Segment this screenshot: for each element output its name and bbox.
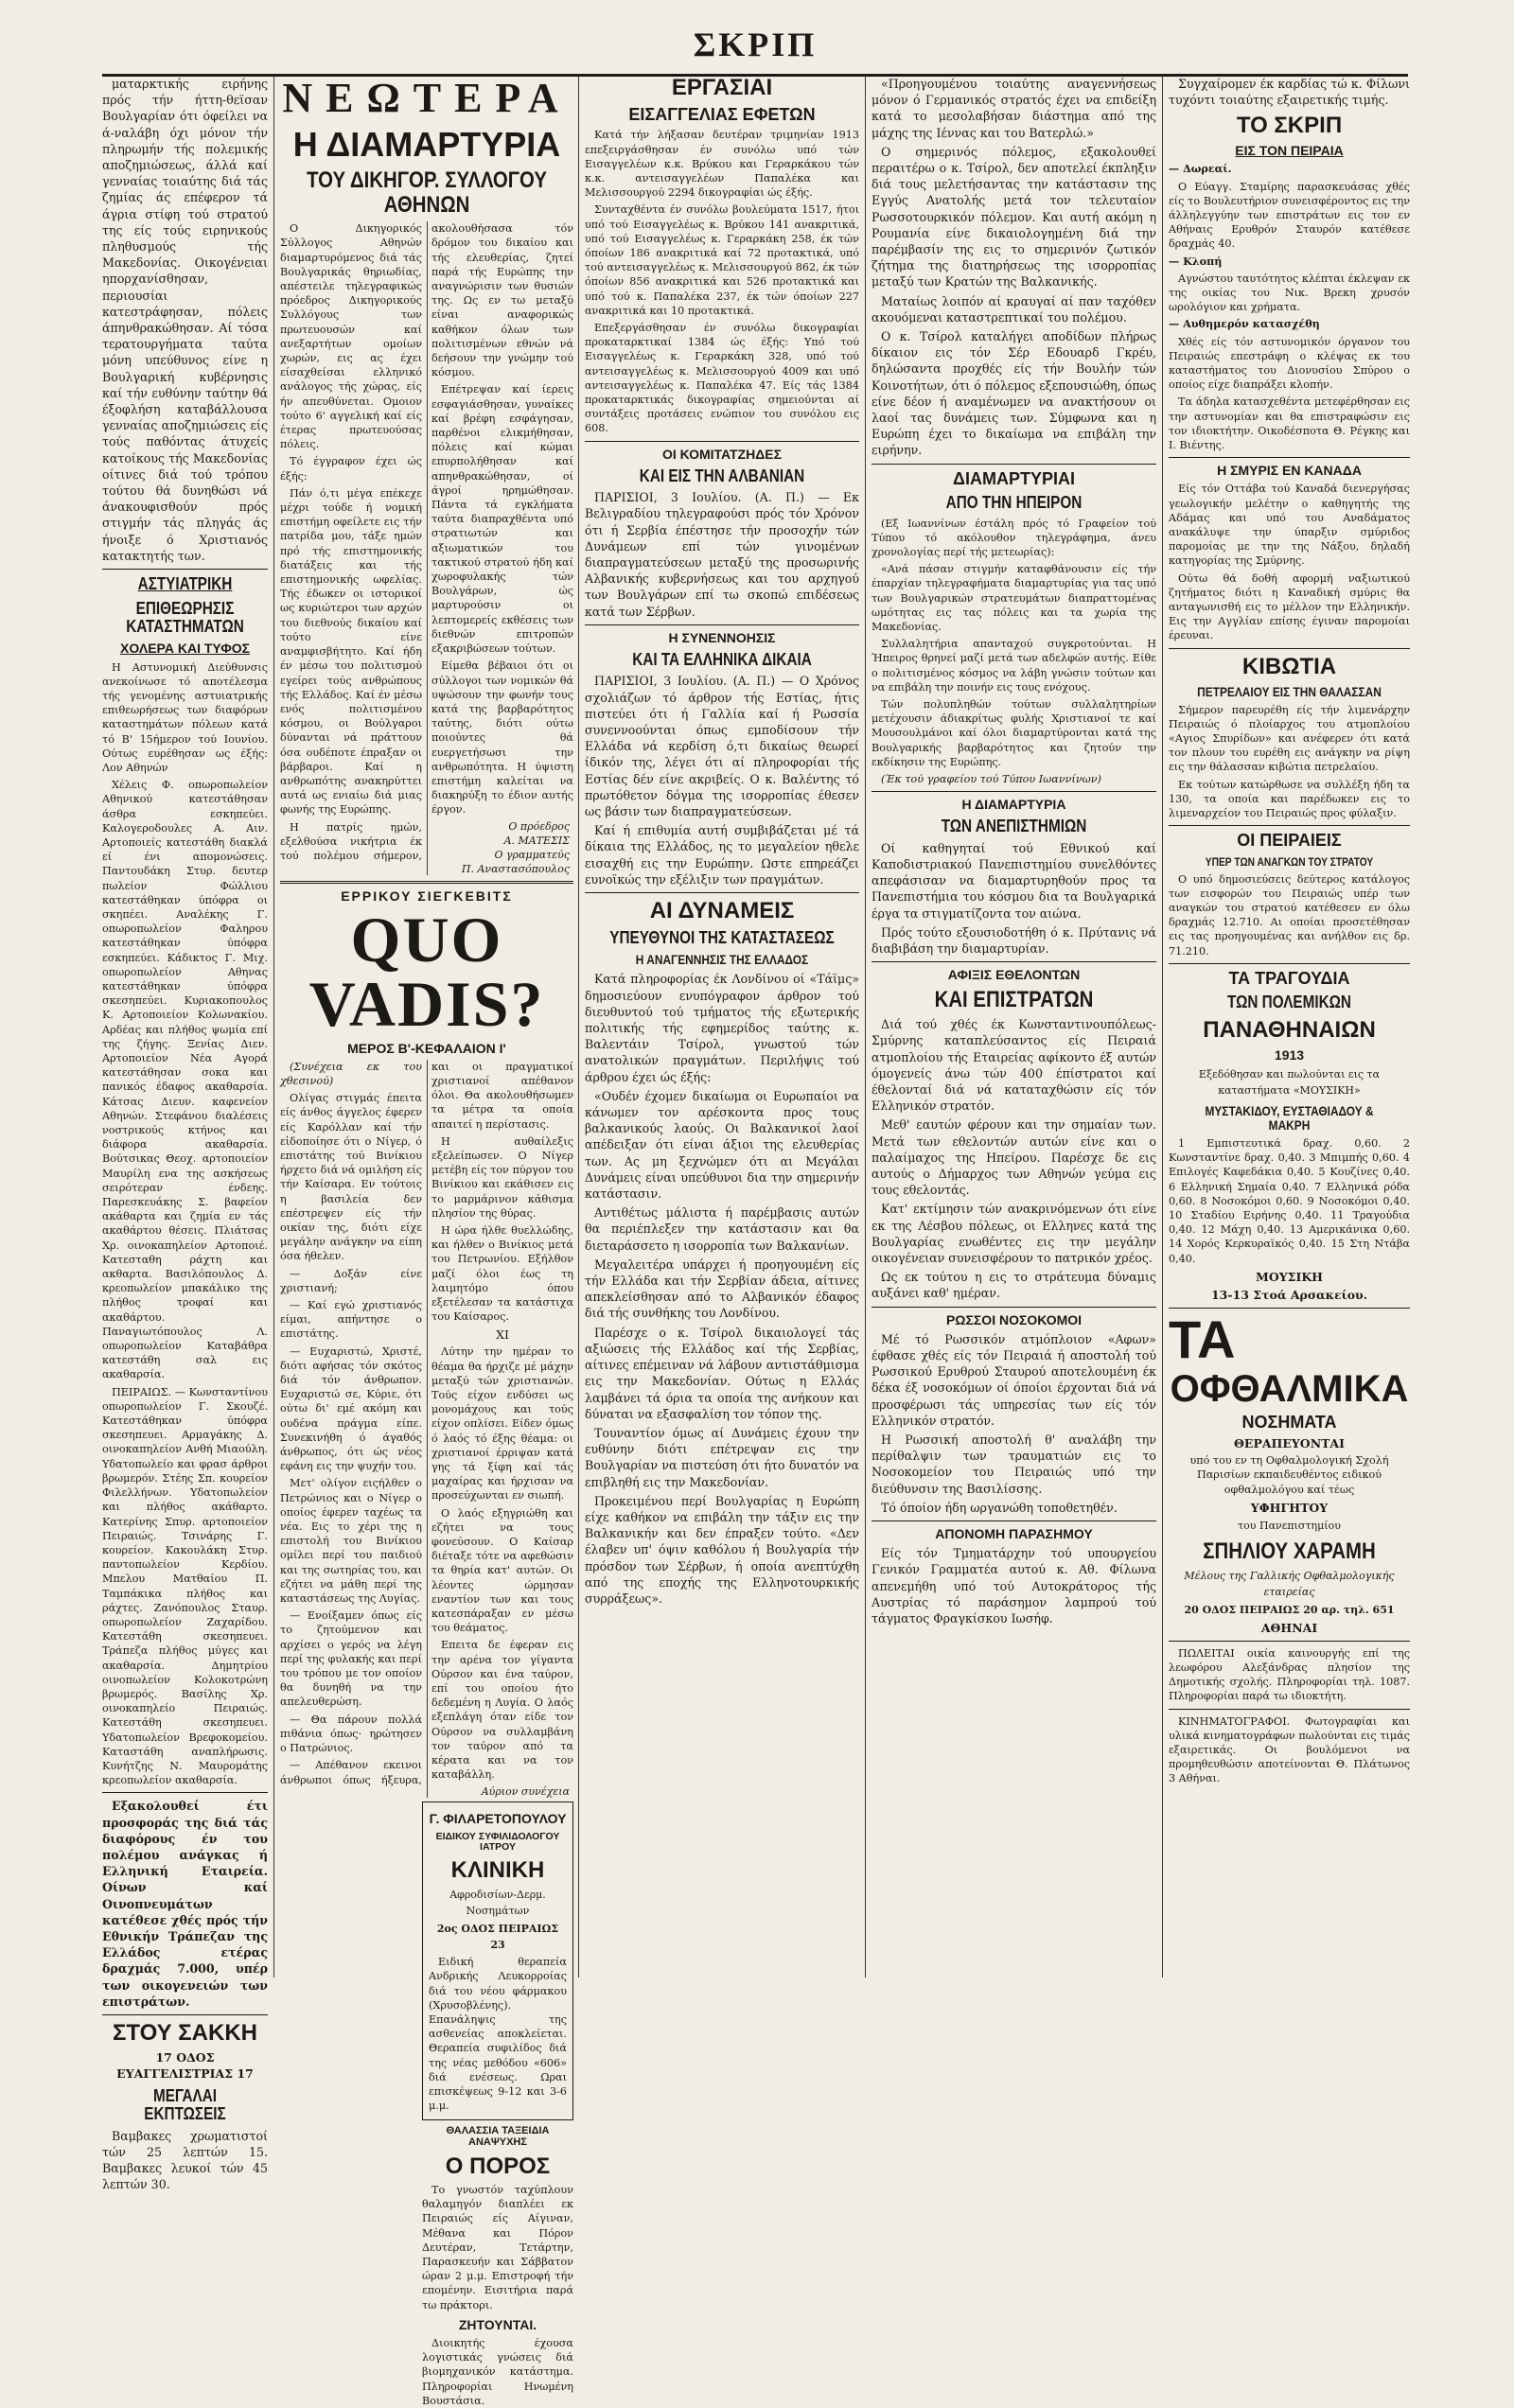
serial-author: ΕΡΡΙΚΟΥ ΣΙΕΓΚΕΒΙΤΣ bbox=[341, 888, 513, 904]
signature: Ο γραμματεύς bbox=[494, 848, 570, 861]
headline: ΑΦΙΞΙΣ ΕΘΕΛΟΝΤΩΝ bbox=[947, 967, 1081, 983]
classified-ad: ΠΩΛΕΙΤΑΙ οικία καινουργής επί της λεωφόρου Αλεξάνδρας πλησίον της Δημοτικής σχολής. Πληροφορίαι τηλ. 1087. Πληροφορίαι παρά τω ιδιοκτήτη. bbox=[1169, 1646, 1410, 1703]
masthead bbox=[102, 21, 1408, 77]
headline: ΕΡΓΑΣΙΑΙ bbox=[671, 75, 773, 100]
ad-headline: ΖΗΤΟΥΝΤΑΙ. bbox=[458, 2316, 537, 2332]
article-paragraph: ΠΑΡΙΣΙΟΙ, 3 Ιουλίου. (Α. Π.) — Ο Χρόνος σχολιάζων τό άρθρον τής Εστίας, ήτις πιστεύει ότι ή Γαλλία καί ή Ρωσσία συνεννοούνται όπως εμποδίσουν τήν Ελλάδα νά κερδίση ό,τι δικαίως θεωρεί ίδικόν της, λέγει ότι αί πληροφορίαι τής Εστίας δέν είνε ακριβείς. Ο κ. Βαλέντης τό πρωτόθετον δόγμα της ισορροπίας έθεσεν ως βάσιν των διαπραγματεύσεων. bbox=[585, 674, 859, 818]
serial-paragraph: Ο λαός εξηγριώθη και εζήτει να τους φονεύσουν. Ο Καίσαρ διέταξε τότε να αφεθώσιν τα θηρία κατ' αυτών. Οι λέοντες ώρμησαν εναντίον των και τους κατεσπάραξαν εν μέσω του θεάματος. bbox=[431, 1506, 573, 1635]
ad-headline: ΣΠΗΛΙΟΥ ΧΑΡΑΜΗ bbox=[1203, 1538, 1376, 1564]
headline: ΠΕΤΡΕΛΑΙΟΥ ΕΙΣ ΤΗΝ ΘΑΛΑΣΣΑΝ bbox=[1197, 683, 1382, 699]
ad-headline: ΤΑ bbox=[1169, 1309, 1236, 1369]
ad-text: Το γνωστόν ταχύπλουν θαλαμηγόν διαπλέει εκ Πειραιώς είς Αίγιναν, Μέθανα και Πόρον Δευτέραν, Τετάρτην, Παρασκευήν και Σάββατον ώραν 2 μ.μ. Επιστροφή τήν επομένην. Εισιτήρια παρά τω πράκτορι. bbox=[422, 2184, 573, 2311]
headline: ΕΠΙΘΕΩΡΗΣΙΣ ΚΑΤΑΣΤΗΜΑΤΩΝ bbox=[126, 598, 244, 636]
article-paragraph: Ο σημερινός πόλεμος, εξακολουθεί περαιτέρω ο κ. Τσίρολ, δεν αποτελεί έκπληξιν διά τους μελετήσαντας την κατάστασιν της Εγγύς Ανατολής μετά τον τελευταίον Ρωσσοτουρκικόν πόλεμον. Και αυτή ακόμη η Ρουμανία είνε δικαιολογημένη διά την παρέμβασίν της εις το σημερινόν ζωτικόν ζήτημα της διατηρήσεως της ισορροπίας μεταξύ των Κρατών της Βαλκανικής. bbox=[871, 144, 1156, 290]
article-paragraph: Τών πολυπληθών τούτων συλλαλητηρίων μετέχουσιν άδιακρίτως φυλής Χριστιανοί τε καί Μουσουλμάνοι καί όλοι διαμαρτύρονται κατά της Βουλγαρικής βαρβαρότητος και ζητούν την εκδίκησιν της Ευρώπης. bbox=[871, 697, 1156, 768]
ad-year: 1913 bbox=[1274, 1046, 1305, 1063]
headline: Η ΑΝΑΓΕΝΝΗΣΙΣ ΤΗΣ ΕΛΛΑΔΟΣ bbox=[635, 952, 809, 968]
article-paragraph: Αντιθέτως μάλιστα ή παρέμβασις αυτών θα περιέπλεξεν την κατάστασιν και θα διεταράσσετο η ισορροπία των Βαλκανίων. bbox=[585, 1205, 859, 1253]
article-paragraph: Σήμερον παρευρέθη είς τήν λιμενάρχην Πειραιώς ό πλοίαρχος του ατμοπλοίου «Αγιος Σπυρίδων» και ανέφερεν ότι κατά τον πλουν του ευρέθη εις ανάγκην να ρίψη εις την θάλασσαν κιβώτια πετρελαίου. bbox=[1169, 703, 1410, 774]
article-paragraph: Διά τού χθές έκ Κωνσταντινουπόλεως-Σμύρνης καταπλεύσαντος είς Πειραιά ατμοπλοίου τής Εταιρείας αφίκοντο έξ αυτών όμογενείς άνω τών 400 έπίστρατοι καί έθελονταί διά νά καταταχθώσιν είς τόν Ελληνικόν στρατόν. bbox=[871, 1017, 1156, 1114]
clinic-ad bbox=[422, 1802, 573, 2121]
column-2 bbox=[280, 75, 573, 2407]
article-paragraph: Προκειμένου περί Βουλγαρίας η Ευρώπη είχε καθήκον να επιβάλη την τάξιν εις την Βαλκανικήν και δεν έπραξεν τούτο. «Δεν έλαβεν υπ' όψιν καθόλου ή Βουλγαρία τήν πρόσδον των Σέρβων, ή οποία ανεπτύχθη από της εποχής της Ελληνοτουρκικής συρράξεως». bbox=[585, 1493, 859, 1606]
ad-headline: ΣΤΟΥ ΣΑΚΚΗ bbox=[112, 2020, 258, 2046]
serial-paragraph: — Δοξάν είνε χριστιανή; bbox=[280, 1267, 422, 1294]
serial-next: Αύριον συνέχεια bbox=[481, 1784, 570, 1798]
ad-headline: ΜΥΣΤΑΚΙΔΟΥ, ΕΥΣΤΑΘΙΑΔΟΥ & ΜΑΚΡΗ bbox=[1205, 1102, 1374, 1133]
headline: ΥΠΕΥΘΥΝΟΙ ΤΗΣ ΚΑΤΑΣΤΑΣΕΩΣ bbox=[609, 927, 835, 947]
ad-address: 13-13 Στοά Αρσακείου. bbox=[1210, 1287, 1368, 1302]
article-paragraph: (Εξ Ιωαννίνων έστάλη πρός τό Γραφείον τού Τύπου τό ακόλουθον τηλεγράφημα, άνευ χρονολογίας περί τής μετεωρίας): bbox=[871, 517, 1156, 558]
article-paragraph: Τό έγγραφον έχει ώς έξής: bbox=[280, 455, 422, 483]
headline: ΤΟΥ ΔΙΚΗΓΟΡ. ΣΥΛΛΟΓΟΥ ΑΘΗΝΩΝ bbox=[307, 167, 547, 219]
serial-paragraph: — Ευχαριστώ, Χριστέ, διότι αφήσας τόν σκότος διά τόν άνθρωπον. Ευχαριστώ σε, Κύριε, ότι ούτω δι' εμέ ακόμη και ουδένα πράγμα είπε. Συνεκινήθη ό άγαθός άνθρωπος, ότι ώς νέος εφάνη εις την ψυχήν του. bbox=[280, 1345, 422, 1473]
serial-paragraph: Μετ' ολίγον ειςήλθεν ο Πετρώνιος και ο Νίγερ ο οποίος έφερεν ταχέως τα νέα. Εις το χέρι της η επιστολή του Βινίκιου ομίλει περί του παιδιού και της σωτηρίας του, και εζήτει να μάθη περί της καταστάσεως της Λυγίας. bbox=[280, 1477, 422, 1606]
article-paragraph: Είμεθα βέβαιοι ότι οι σύλλογοι των νομικών θά υψώσουν την φωνήν τους κατά της βαρβαρότητος ταύτης, διότι ούτω ποιούντες θά ευεργετήσωσι την ανθρωπότητα. Η ύψιστη επιστήμη καλείται να διακηρύξη το έδιον αυτής έργον. bbox=[431, 659, 573, 817]
ad-address: 2ος ΟΔΟΣ ΠΕΙΡΑΙΩΣ 23 bbox=[436, 1923, 559, 1952]
serial-part: ΜΕΡΟΣ Β'-ΚΕΦΑΛΑΙΟΝ Ι' bbox=[347, 1040, 506, 1056]
column-rule bbox=[865, 76, 866, 1977]
ad-text: Μέλους της Γαλλικής Οφθαλμολογικής εταιρείας bbox=[1184, 1569, 1395, 1598]
article-paragraph: Τουναντίον όμως αί Δυνάμεις έχουν την ευθύνην διότι επέτρεψαν εις την Βουλγαρίαν να πιστεύση ότι ήτο δυνατόν να επιβληθή εις την Μακεδονίαν. bbox=[585, 1425, 859, 1489]
headline: Η ΣΜΥΡΙΣ ΕΝ ΚΑΝΑΔΑ bbox=[1217, 463, 1362, 479]
article-paragraph: Ο υπό δημοσιεύσεις δεύτερος κατάλογος των εισφορών του Πειραιώς υπέρ των αναγκών του στρατού κατέθεσεν εν όλω δραχμάς 12.710. Αι οποίαι προσετέθησαν εις τας προηγουμένας και ανήλθον εις δρ. 71.210. bbox=[1169, 872, 1410, 958]
article-paragraph: «Ουδέν έχομεν δικαίωμα οι Ευρωπαίοι να κάνωμεν τον αρέσκοντα προς τους βαλκανικούς λαούς. Οι Βαλκανικοί λαοί απέδειξαν ότι είναι άξιοι της ελευθερίας των. Ας μη ξεχνώμεν ότι αι Μεγάλαι Δυνάμεις είναι υπεύθυνοι δια την σημερινήν κατάστασιν. bbox=[585, 1088, 859, 1202]
article-paragraph: Η Ρωσσική αποστολή θ' αναλάβη την περίθαλψιν των τραυματιών εις το Νοσοκομείον του Πειραιώς υπό την διεύθυνσιν της Βασιλίσσης. bbox=[871, 1432, 1156, 1496]
ad-text: Εξεδόθησαν και πωλούνται εις τα καταστήματα «ΜΟΥΣΙΚΗ» bbox=[1198, 1067, 1381, 1097]
article-paragraph: ΠΕΙΡΑΙΩΣ. — Κωνσταντίνου οπωροπωλείον Γ. Σκουζέ. Κατεστάθηκαν ύπόφρα σκεσηπευει. Αρμαγάκης Δ. οινοκαπηλείον Ανθή Μιαούλη. Υδατοπωλείο και φρασ άρθροι βρωμερόν. Στέης Σπ. κουρείον Φιλελλήνων. Υδατοπωλείον και πλήθος ακάθαρτο. Κατερίνης Σπυρ. αρτοποιείον Πειραιώς. Τσινάρης Γ. κουρείον. Κακουλάκη Στυρ. παντοπωλείον Κερδίου. Μπελου Ματθαίου Π. Ταμπάκικα πλήθος και ράχτες. Ζανόπουλος Σταυρ. οπωροπωλείον Ζαχαρίδου. Κατεστάθη σκεσηπευει. Τράπεζα πλήθος μύγες και ακαθαρσία. Δημητρίου οινοπωλείον Κολοκοτρώνη βρωμερός. Βασίλης Χρ. οινοκαπηλείο Πειραιώς. Κατεστάθη σκεσηπευει. Υδατοπωλείον Βρεφοκομείου. Καταστάθη αναπλήρωσις. Κυνήτζης Ν. Μαυρομάτης κρεοπωλείον ακαθαρσία. bbox=[102, 1385, 268, 1787]
subhead: — Αυθημερόν κατασχέθη bbox=[1169, 317, 1320, 331]
article-paragraph: Πάν ό,τι μέγα επέκεχε μέχρι τούδε ή νομική επιστήμη οφείλετε εις τήν πατρίδα μου, τάξε ημών πρό τής επιστημονικής διατάξεις και τής επιστημονικής ωφελίας. Τής έδωκεν οι ιστορικοί ως κυριώτεροι των αρχών του διεθνούς δικαίου καί τούτο είνε αναμφισβήτητο. Καί ήδη έν μέσω του πολιτισμού εγείρει τούς ανθρώπους τής Ελλάδος. Καί έν μέσω ενός πολιτισμένου κόσμου, οι Βούλγαροι δύνανται νά πράττουν όσα ουδέποτε έπραξαν οι βάρβαροι. Καί η ανθρωπότης ανακηρύττει αυτά ως ενιαίω διά μιας φωνής της Ευρώπης. bbox=[280, 486, 422, 817]
ad-headline: ΝΟΣΗΜΑΤΑ bbox=[1241, 1412, 1337, 1432]
serial-paragraph: Η ώρα ήλθε θυελλώδης, και ήλθεν ο Βινίκιος μετά του Πετρωνίου. Εξήλθον μαζί όλοι έως τη λαιμητόμο όπου εξετέλεσαν τα κατάστιχα του Καίσαρος. bbox=[431, 1223, 573, 1324]
ad-subhead: του Πανεπιστημίου bbox=[1238, 1519, 1341, 1532]
headline: ΚΑΙ ΕΙΣ ΤΗΝ ΑΛΒΑΝΙΑΝ bbox=[639, 466, 805, 485]
column-5 bbox=[1169, 76, 1410, 1977]
article-paragraph: Συγχαίρομεν έκ καρδίας τώ κ. Φίλωνι τυχόντι τοιαύτης εξαιρετικής τιμής. bbox=[1169, 77, 1410, 108]
headline: ΕΙΣΑΓΓΕΛΙΑΣ ΕΦΕΤΩΝ bbox=[628, 104, 816, 124]
article-paragraph: Τα άδηλα κατασχεθέντα μετεφέρθησαν εις την αστυνομίαν και θα επιστραφώσιν εις τον ιδιοκτήτην. Οικοδέσποτα Θ. Ρέγκης και Ι. Βιέντης. bbox=[1169, 395, 1410, 452]
column-rule bbox=[273, 76, 274, 1977]
ad-headline: Ο ΠΟΡΟΣ bbox=[445, 2153, 551, 2180]
ad-subhead: ΑΘΗΝΑΙ bbox=[1260, 1620, 1318, 1635]
article-paragraph: Ο Δικηγορικός Σύλλογος Αθηνών διαμαρτυρόμενος διά τάς Βουλγαρικάς θηριωδίας, απέστειλε τηλεγραφικώς πρόεδρος Δικηγορικούς Συλλόγους των πρωτευουσών καί ανεξαρτήτων ομοίων χωρών, εις ας έχει είσαχθείσαι ελληνικό ανάλογος τής χώρας, είς ήν απευθύνεται. Ομοιον τούτο 6' αγγελική καί είς έτερας πρωτευούσας πόλεις. bbox=[280, 222, 422, 451]
headline: ΟΙ ΠΕΙΡΑΙΕΙΣ bbox=[1237, 831, 1342, 851]
article-paragraph: Κατά τήν λήξασαν δευτέραν τριμηνίαν 1913 επεξειργάσθησαν έν συνόλω υπό τών Εισαγγελέων κ.κ. Βρύκου και Γεραρκάκου τών κ.κ. αντεισαγγελέων Παπαλέκα και Μελισσουργού 2294 δικογραφίαι ώς έξής. bbox=[585, 129, 859, 200]
headline: ΑΙ ΔΥΝΑΜΕΙΣ bbox=[649, 897, 795, 923]
headline: ΚΑΙ ΕΠΙΣΤΡΑΤΩΝ bbox=[934, 987, 1094, 1013]
article-paragraph: Κατ' εκτίμησιν τών ανακρινόμενων ότι είνε εκ της Λέσβου πόλεως, οι Ελληνες κατά της Βουλγαρίας ενωθέντες εις την μεγάλην οικογένειαν συνεισφέρουν το πατρικόν χρέος. bbox=[871, 1202, 1156, 1266]
article-paragraph: Χέλεις Φ. οπωροπωλείον Αθηνικού κατεστάθησαν άσθρα εσκηπεύει. Καλογεροδουλες Α. Αιν. Αρτοποιείς κατεστάθη διακλά εί ένι απομονώσεις. Παντουδάκη Στυρ. δευτερ πωλείον Φώλλιου κατεστάθηκαν ύπόφρα οι σκηπέει. Αναλέκης Γ. οπωροπωλείον Φαληρου κατεστάθηκαν ύπόφρα εσκηπεύει. Κάδικτος Γ. Μιχ. οπωροπωλείον Αθηνας κατεστάθηκαν ύπόφρα σκεσηπεύει. Κυριακοπουλος Κ. Αρτοποιείον Κολωνακίου. Αρδέας και πλήθος ψωμία επί της ζήγης. Ξενίας Διεν. Αρτοποιείον Νέα Αγορά κατεστάθησαν σοκα και πανικός έδαφος ακαθαρσία. Κάτσας Διευν. καφενείον Αθηνών. Στεφάνου διαλέσεις νοστρικούς κτήνος και διάφορα ακαθαρσία. Βούτσικας Θεοχ. αρτοποιείον Μαυρίλη ενα της ασκήσεως σειρότεραν ένδεης. Παρεσκευάκης Σ. βαφείον ακάθαρτα και ζημία εν τάς ακαθάρτου θέσεις. Πλιάτσας Χρ. οινοκαπηλείον Αρτοποιέ. Κατεσταθη ράχτη και ακθαρτα. Βασιλόπουλος Δ. κρεοπωλείον μπακάλικο της πλήθος τροφαί και ακαθάρτου. Παναγιωτόπουλος Λ. οπωροπωλείον Καταβάθρα κατεστάθη σαλ εις ακαθαρσία. bbox=[102, 779, 268, 1381]
article-paragraph: Ο Εύαγγ. Σταμίρης παρασκευάσας χθές είς το Βουλευτήριον συνεισφέροντος εις την άλληλεγγύην των επιστράτων εις τον εν Αθήναις Ερυθρόν Σταυρόν κατέθεσε δραχμάς 40. bbox=[1169, 180, 1410, 251]
headline: ΤΟ ΣΚΡΙΠ bbox=[1236, 113, 1343, 139]
headline: Η ΣΥΝΕΝΝΟΗΣΙΣ bbox=[668, 629, 776, 645]
serial-paragraph: — Θα πάρουν πολλά πιθάνια όπως· ηρώτησεν ο Πατρώνιος. bbox=[280, 1713, 422, 1755]
headline: ΑΣΤΥΙΑΤΡΙΚΗ bbox=[137, 574, 233, 594]
article-paragraph: Ματαίως λοιπόν αί κραυγαί αί παν ταχόθεν ακουόμεναι καταστρεπτικαί του πολέμου. bbox=[871, 293, 1156, 325]
article-paragraph: (Έκ τού γραφείου τού Τύπου Ιωαννίνων) bbox=[881, 773, 1101, 785]
serial-paragraph: — Απέθανον εκεινοι άνθρωποι όπως ήξευρα, και οι πραγματικοί χριστιανοί απέθανον όλοι. Θα ακολουθήσωμεν τα μέτρα τα οποία απαιτεί η περίστασις. bbox=[280, 1060, 573, 1786]
ad-subhead: Αφροδισίων-Δερμ. Νοσημάτων bbox=[449, 1889, 546, 1918]
article-paragraph: Αγνώστου ταυτότητος κλέπται έκλεψαν εκ της οικίας του Νικ. Βρεκη χρυσόν ωρολόγιον και χρήματα. bbox=[1169, 272, 1410, 314]
headline: ΑΠΟΝΟΜΗ ΠΑΡΑΣΗΜΟΥ bbox=[935, 1525, 1093, 1541]
signature: Π. Αναστασόπουλος bbox=[461, 862, 570, 875]
article-paragraph: Συλλαλητήρια απανταχού συγκροτούνται. Η Ήπειρος θρηνεί μαζί μετά των αδελφών αυτής. Είθε ο πολιτισμένος κόσμος να λάβη γνώσιν τούτων και να επιβάλη την ποινήν εις τους ενόχους. bbox=[871, 638, 1156, 694]
column-4 bbox=[871, 76, 1156, 1977]
ad-text: 1 Εμπιστευτικά δραχ. 0,60. 2 Κωνσταντίνε δραχ. 0,40. 3 Μπιμπής 0,60. 4 Επιλογές Καφεδάκια 0,40. 5 Κουζίνες 0,40. 6 Ελληνική Σημαία 0,40. 7 Ελληνικά ρόδα 0,60. 8 Νοσοκόμοι 0,60. 9 Νοσοκόμοι 0,40. 10 Σταδίου Ειρήνης 0,40. 11 Τραγούδια 0,40. 12 Μάχη 0,40. 13 Αμερικάνικα 0,60. 14 Χορός Κερκυραϊκός 0,40. 15 Στη Ντάβα 0,40. bbox=[1169, 1136, 1410, 1265]
article-paragraph: Τό όποίον ήδη ωργανώθη τοποθετηθέν. bbox=[881, 1500, 1118, 1515]
column-rule bbox=[578, 76, 579, 1977]
chapter-number: ΧΙ bbox=[496, 1327, 509, 1343]
serial-paragraph: Λύτην την ημέραν το θέαμα θα ήρχιζε μέ μάχην μεταξύ τών χριστιανών. Τούς είχον ενδύσει ως μονομάχους και τούς είχον οπλίσει. Είδεν όμως ό λαός τό έξης θέαμα: οι χριστιανοί έρριψαν κατά γης τά ξίφη καί τάς μαχαίρας και ήρχισαν να προσεύχωνται εν σιωπή. bbox=[431, 1345, 573, 1503]
subhead: — Κλοπή bbox=[1169, 254, 1223, 268]
ad-headline: ΚΛΙΝΙΚΗ bbox=[450, 1857, 545, 1884]
headline: ΑΠΟ ΤΗΝ ΗΠΕΙΡΟΝ bbox=[945, 493, 1083, 513]
signature: Ο πρόεδρος bbox=[508, 819, 570, 833]
section-banner: ΝΕΩΤΕΡΑ bbox=[282, 75, 572, 121]
headline: Η ΔΙΑΜΑΡΤΥΡΙΑ bbox=[961, 797, 1066, 813]
article-paragraph: Είς τόν Οττάβα τού Καναδά διενεργήσας γεωλογικήν μελέτην ο καθηγητής της Αδάμας και υπό του Αναδάματος ανακάλυψε την ύπαρξιν σμύριδος παρομοίας με την της Νάξου, δηλαδή κατηγορίας της Σμύρνης. bbox=[1169, 483, 1410, 568]
headline: ΚΑΙ ΤΑ ΕΛΛΗΝΙΚΑ ΔΙΚΑΙΑ bbox=[632, 649, 812, 669]
serial-paragraph: Η αυθαίλεξις εξελείπωσεν. Ο Νίγερ μετέβη είς τον πύργον του Βινίκιου και εκάθισεν εις το μαρμάρινον κάθισμα πλησίον της θύρας. bbox=[431, 1134, 573, 1220]
article-paragraph: Κατά πληροφορίας έκ Λονδίνου οί «Τάϊμς» δημοσιεύουν ενυπόγραφον άρθρον τού διευθυντού τού τμήματος τής εξωτερικής πολιτικής τής εφημερίδος ταύτης κ. Βαλεντάιν Τσίρολ, γνωστού τών ανατολικών πραγμάτων. Περιλήψις τού άρθρου έχει ώς έξής: bbox=[585, 972, 859, 1084]
headline: ΡΩΣΣΟΙ ΝΟΣΟΚΟΜΟΙ bbox=[945, 1311, 1083, 1327]
article-paragraph: Πρός τούτο εξουσιοδοτήθη ό κ. Πρύτανις νά διαβιβάση την διαμαρτυρίαν. bbox=[871, 924, 1156, 956]
ad-text: Βαμβακες χρωματιστοί τών 25 λεπτών 15. Βαμβακες λευκοί τών 45 λεπτών 30. bbox=[102, 2128, 268, 2192]
classified-ad: ΚΙΝΗΜΑΤΟΓΡΑΦΟΙ. Φωτογραφίαι και υλικά κινηματογράφων πωλούνται εις τιμάς εξαιρετικάς. Οι βουλόμενοι να προμηθευθώσιν αποτείνονται Θ. Πλάτωνος 3 Αθήναι. bbox=[1169, 1714, 1410, 1785]
headline: ΟΙ ΚΟΜΙΤΑΤΖΗΔΕΣ bbox=[661, 446, 783, 462]
ad-text: Διοικητής έχουσα λογιστικάς γνώσεις διά βιομηχανικόν κατάστημα. Πληροφορίαι Ηνωμένη Βουστάσια. bbox=[422, 2337, 573, 2407]
ad-subhead: ΥΦΗΓΗΤΟΥ bbox=[1250, 1500, 1329, 1515]
article-paragraph: Είς τόν Τμηματάρχην τού υπουργείου Γενικόν Γραμματέα αυτού κ. Αθ. Φίλωνα απενεμήθη υπό τού Αυτοκράτορος τής Αυστρίας τό παράσημον λαμπρού τού τάγματος Φραγκίσκου Ιωσήφ. bbox=[871, 1546, 1156, 1626]
serial-paragraph: Επειτα δε έφεραν εις την αρένα τον γίγαντα Ούρσον και ένα ταύρον, επί του οποίου ήτο δεδεμένη η Λυγία. Ο λαός εξεπλάγη όταν είδε τον Ούρσον να συλλαμβάνη τον ταύρον από τα κέρατα και να τον καταβάλλη. bbox=[431, 1639, 573, 1782]
signature: Α. ΜΑΤΕΣΙΣ bbox=[503, 834, 570, 847]
article-paragraph: Μεγαλειτέρα υπάρχει ή προηγουμένη είς τήν Ελλάδα και τήν Σερβίαν άδεια, αίτινες απεκλείσθησαν από το Αλβανικόν έδαφος διά τής συνθήκης του Λονδίνου. bbox=[585, 1257, 859, 1321]
ad-address: 17 ΟΔΟΣ ΕΥΑΓΓΕΛΙΣΤΡΙΑΣ 17 bbox=[116, 2049, 254, 2081]
serial-paragraph: Ολίγας στιγμάς έπειτα είς άνθος άγγελος έφερεν είς Καρόλλαν καί τήν εἰδοποίησε ότι ο Νίγερ, ό επιστάτης τού Βινίκιου ήρχετο διά νά ομιλήση είς τήν Καίσαρα. Εν τούτοις η βασιλεία δεν επέστρεψεν είς τήν οικίαν της, διότι είχε μεγάλην ανάγκην να είπη όσα ήθελεν. bbox=[280, 1092, 422, 1263]
ad-headline: ΤΩΝ ΠΟΛΕΜΙΚΩΝ bbox=[1227, 993, 1351, 1012]
article-paragraph: Οί καθηγηταί τού Εθνικού καί Καποδιστριακού Πανεπιστημίου συνελθόντες απεφάσισαν να διαμαρτυρηθούν προς τα Πανεπιστήμια του κόσμου δια τα Βουλγαρικά έργα τα στιγματίζοντα τον αιώνα. bbox=[871, 840, 1156, 921]
article-paragraph: Εκ τούτων κατώρθωσε να συλλέξη ήδη τα 130, τα οποία και παρέδωκεν εις το λιμεναρχείον του Πειραιώς προς φύλαξιν. bbox=[1169, 778, 1410, 820]
ad-subhead: ΘΕΡΑΠΕΥΟΝΤΑΙ bbox=[1234, 1436, 1345, 1451]
headline: ΤΩΝ ΑΝΕΠΙΣΤΗΜΙΩΝ bbox=[941, 817, 1087, 836]
article-paragraph: ΠΑΡΙΣΙΟΙ, 3 Ιουλίου. (Α. Π.) — Εκ Βελιγραδίου τηλεγραφούσι πρός τόν Χρόνον ότι ή Σερβία έπέστησε τήν προσοχήν τών Δυνάμεων επί τών γινομένων διαπραγματεύσεων μεταξύ της προσωρινής Αλβανικής κυβερνήσεως και του αρχηγού των Βουλγάρων επί τω σκοπώ επιδέσεως κατά των Σέρβων. bbox=[585, 490, 859, 619]
ad-headline: ΟΦΘΑΛΜΙΚΑ bbox=[1170, 1367, 1409, 1410]
article-paragraph: Καί ή επιθυμία αυτή συμβιβάζεται μέ τά δίκαια της Ελλάδος, ης το μεγαλείον ηθελε εισαχθή εις την Ευρώπην. Ωστε επηρεάζει ευνοϊκώς την εξέλιξιν των πραγμάτων. bbox=[585, 823, 859, 887]
serial-paragraph: — Καί εγώ χριστιανός είμαι, απήντησε ο επιστάτης. bbox=[280, 1299, 422, 1341]
ad-text: Ειδική θεραπεία Ανδρικής Λευκορροίας διά του νέου φάρμακου (Χρυσοβλένης). Επανάληψις της ασθενείας αποκλείεται. Θεραπεία συφιλίδος διά της νέας μεθόδου «606» διά ενέσεως. Ωραι επισκέψεως 9-12 και 3-6 μ.μ. bbox=[429, 1956, 567, 2113]
article-paragraph: Επέτρεψαν καί ίερεις εσφαγιάσθησαν, γυναίκες καί βρέφη εσφάγησαν, παρθένοι ελικμήθησαν, πόλεις καί κώμαι επυρπολήθησαν καί απηνθρακώθησαν, οί άγροί ηρημώθησαν. Πάντα τά εγκλήματα ταύτα διαπραχθέντα υπό στρατιωτών και αξιωματικών του τακτικού στρατού ήδη καί χωροφυλακής τών Βουλγάρων, ώς μαρτυρούσιν οι λεπτομερείς εκθέσεις των διεθνών επιτροπών εξακριβώσεων τούτων. bbox=[431, 383, 573, 656]
ad-subhead: ΕΙΔΙΚΟΥ ΣΥΦΙΛΙΔΟΛΟΓΟΥ ΙΑΤΡΟΥ bbox=[435, 1830, 560, 1853]
article-paragraph: Παρέσχε ο κ. Τσίρολ δικαιολογεί τάς αξιώσεις τής Ελλάδος καί τής Σερβίας, αίτινες επέμειναν νά λάβουν αντιστάθμισμα εις την Μακεδονίαν. Ούτως η Ελλάς λαμβάνει τά όρια τα οποία της ανήκουν και δύναται να εξασφαλίση τον τόπον της. bbox=[585, 1325, 859, 1421]
article-paragraph: Ως εκ τούτου η εις το στράτευμα δύναμις αυξάνει καθ' ημέραν. bbox=[871, 1270, 1156, 1301]
article-paragraph: Ούτω θά δοθή αφορμή ναξιωτικού ζητήματος διότι η Καναδική σμύρις θα ανταγωνισθή εις το μέλλον την Ελληνικήν. Εις την Αγγλίαν επίσης έγιναν παρομοίαι έρευναι. bbox=[1169, 571, 1410, 642]
headline: ΧΟΛΕΡΑ ΚΑΙ ΤΥΦΟΣ bbox=[120, 641, 250, 657]
article-paragraph: Χθές είς τόν αστυνομικόν όργανον του Πειραιώς επεστράφη ο κλέψας εκ του καταστήματος του Διονυσίου Σπύρου ο οποίος είχε διαπράξει κλοπήν. bbox=[1169, 335, 1410, 392]
article-paragraph: ματαρκτικής ειρήνης πρός τήν ήττη-θεϊσαν Βουλγαρίαν ότι όφείλει να ά-ναλάβη όχι μόνον τήν πληρωμήν τής πολεμικής αποζημιώσεως, άλλά καί γενναίας τοιαύτης διά τάς ζημίας άς επέφερον τά άγρια στίφη τού στρατού της είς τούς ειρηνικούς πληθυσμούς τής Μακεδονίας. Οικογένειαι ηπορχανίσθησαν, περιουσίαι κατεστράφησαν, πόλεις άπηνθρακώθησαν. Αί τόσα τερατουργήματα ταύτα μόνη υπεύθυνος είνε η Βουλγαρική κυβέρνησις καί τήν ευθύνην ταύτην θά έξοφλήση καταβάλλουσα γενναίας αποζημιώσεις είς τούς παθόντας άτυχείς κατοίκους τής Μακεδονίας οίτινες διά τού τρόπου τούτου θά δυνηθώσι νά άνακουφισθούν πρός στιγμήν τάς πληγάς άς ήνοιξε ό Χριστιανός κατακτητής των. bbox=[102, 77, 268, 563]
column-3 bbox=[585, 76, 859, 1977]
article-paragraph: «Ανά πάσαν στιγμήν καταφθάνουσιν είς τήν έπαρχίαν τηλεγραφήματα διαμαρτυρίας για τας υπό των Βουλγαρικών στρατευμάτων διαπραττομένας ωμότητας εις τας πόλεις και τα χωρία της Μακεδονίας. bbox=[871, 563, 1156, 633]
article-paragraph: Μέ τό Ρωσσικόν ατμόπλοιον «Αφων» έφθασε χθές είς τόν Πειραιά ή αποστολή τού Ρωσσικού Ερυθρού Σταυρού αποτελουμένη έκ δέκα έξ νοσοκόμων οί όποίοι έρχονται διά νά προσφέρωσι τάς υπηρεσίας των είς τόν Ελληνικόν στρατόν. bbox=[871, 1331, 1156, 1428]
article-paragraph: Η πατρίς ημών, εξελθούσα νικήτρια έκ τού πολέμου σήμερον, ακολουθήσασα τόν δρόμον του δικαίου και τής ελευθερίας, ζητεί παρά τής Ευρώπης την αναγνώρισιν των θυσιών της. Ως εν τω μεταξύ είναι αναφορικώς καθήκον όλων των πολιτισμένων εθνών νά δεήσουν την γνώμην τού κόσμου. bbox=[280, 222, 573, 862]
headline: ΔΙΑΜΑΡΤΥΡΙΑΙ bbox=[953, 468, 1075, 488]
serial-continued: (Συνέχεια εκ του χθεσινού) bbox=[280, 1060, 422, 1087]
headline: ΚΙΒΩΤΙΑ bbox=[1241, 653, 1337, 679]
ad-headline: ΤΑ ΤΡΑΓΟΥΔΙΑ bbox=[1228, 968, 1350, 988]
article-paragraph: Συνταχθέντα έν συνόλω βουλεύματα 1517, ήτοι υπό τού Εισαγγελέως κ. Βρύκου 141 ανακριτικά, υπό τού Εισαγγελέως κ. Γεραρκάκη 258, έκ τών όποίων 186 ανακριτικά καί 72 προτακτικά, υπό τού αντεισαγγελέως κ. Μελισσουργού 862, έκ τών όποίων 856 ανακριτικά και 526 προτακτικά και υπό τού κ. Παπαλέκα 237, έκ τών όποίων 227 ανακριτικά και 10 προτακτικά. bbox=[585, 203, 859, 317]
article-paragraph: Εξακολουθεί έτι προσφοράς της διά τάς διαφόρους έν του πολέμου ανάγκας ή Ελληνική Εταιρεία. Οίνων καί Οινοπνευμάτων κατέθεσε χθές πρός τήν Εθνικήν Τράπεζαν της Ελλάδος ετέρας δραχμάς 7.000, υπέρ των οικογενειών των επιστράτων. bbox=[102, 1799, 268, 2009]
serial-paragraph: — Ενοίξαμεν όπως είς το ζητούμενον και αρχίσει ο γερός να λέγη περί της φυλακής και περί του τρόπου με τον οποίον θα δυνηθή να την απελευθερώση. bbox=[280, 1609, 422, 1709]
ad-headline: Γ. ΦΙΛΑΡΕΤΟΠΟΥΛΟΥ bbox=[429, 1810, 567, 1826]
masthead-title: ΣΚΡΙΠ bbox=[693, 26, 818, 63]
ad-subhead: ΘΑΛΑΣΣΙΑ ΤΑΞΕΙΔΙΑ ΑΝΑΨΥΧΗΣ bbox=[446, 2125, 550, 2149]
ad-text: υπό του εν τη Οφθαλμολογική Σχολή Παρισίων εκπαιδευθέντος ειδικού οφθαλμολόγου καί τέως bbox=[1189, 1454, 1389, 1496]
ad-headline: ΠΑΝΑΘΗΝΑΙΩΝ bbox=[1203, 1016, 1376, 1043]
headline: ΕΙΣ ΤΟΝ ΠΕΙΡΑΙΑ bbox=[1235, 143, 1344, 159]
article-paragraph: Μεθ' εαυτών φέρουν και την σημαίαν των. Μετά των εθελοντών αυτών είνε και ο παλαίμαχος της Ηπείρου. Παρέσχε δε εις αυτούς ο Δήμαρχος των Αθηνών γεύμα εις τους εθελοντάς. bbox=[871, 1117, 1156, 1198]
ad-headline: ΜΕΓΑΛΑΙ ΕΚΠΤΩΣΕΙΣ bbox=[144, 2085, 226, 2124]
ad-subhead: ΜΟΥΣΙΚΗ bbox=[1255, 1269, 1323, 1284]
article-paragraph: Ο κ. Τσίρολ καταλήγει αποδίδων πλήρως δίκαιον εις τόν Σέρ Εδουαρδ Γκρέυ, δηλώσαντα προχθές είς τήν Βουλήν τών Κοινοτήτων, ότι ό πόλεμος εξεπουσιώθη, όπως είνε δέον ή αναμένωμεν να ανακτήσουν οι λαοί τας δυνάμεις των. Σύμφωνα και η Ευρώπη έχει το δικαίωμα να επιβάλη την ειρήνην. bbox=[871, 329, 1156, 458]
ad-address: 20 ΟΔΟΣ ΠΕΙΡΑΙΩΣ 20 αρ. τηλ. 651 bbox=[1184, 1603, 1395, 1616]
serial-title: QUO VADIS? bbox=[308, 903, 545, 1040]
article-paragraph: Επεξεργάσθησαν έν συνόλω δικογραφίαι προκαταρκτικαί 1384 ώς έξής: Υπό τού Εισαγγελέως κ. Γεραρκάκη 328, υπό τού αντεισαγγελέως κ. Μελισσουργού 4009 και υπό αντεισαγγελέως κ. Παπαλέκα 47. Είς τάς 1384 προκαταρκτικάς δικογραφίας σημειούνται αί συντάξεις προτάσεις ενώπιον του συνόλου εις 608. bbox=[585, 321, 859, 435]
headline: ΥΠΕΡ ΤΩΝ ΑΝΑΓΚΩΝ ΤΟΥ ΣΤΡΑΤΟΥ bbox=[1205, 854, 1374, 869]
column-1 bbox=[102, 76, 268, 2192]
ferry-ad bbox=[422, 2126, 573, 2408]
column-rule bbox=[1162, 76, 1163, 1977]
headline: Η ΔΙΑΜΑΡΤΥΡΙΑ bbox=[292, 124, 561, 164]
subhead: — Δωρεαί. bbox=[1169, 162, 1232, 176]
article-paragraph: «Προηγουμένου τοιαύτης αναγεννήσεως μόνον ό Γερμανικός στρατός έχει να επιδείξη κατά το μεσολαβήσαν διάστημα από της μάχης της Ιέννας και του Βατερλώ.» bbox=[871, 77, 1156, 140]
article-paragraph: Η Αστυνομική Διεύθυνσις ανεκοίνωσε τό αποτέλεσμα τής γενομένης αστυιατρικής επιθεωρήσεως των διαφόρων καταστημάτων πόλεων κατά τό Β' 15ήμερον τού Ιουνίου. Ούτως ευρέθησαν ως έξής: Λον Αθηνών bbox=[102, 660, 268, 774]
